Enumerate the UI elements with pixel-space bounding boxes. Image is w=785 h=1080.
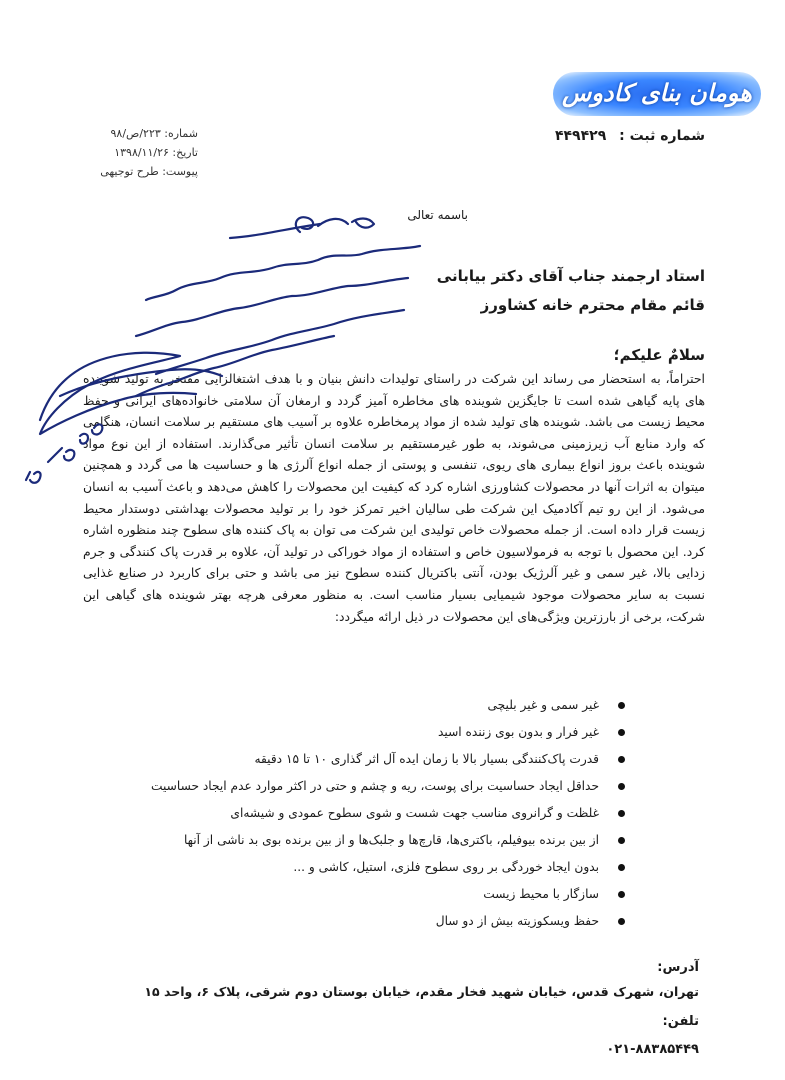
addressee [437,262,705,320]
letter-meta [58,124,198,181]
registration-value: ۴۴۹۴۲۹ [554,128,607,144]
addressee-title: قائم مقام محترم خانه کشاورز [480,296,705,314]
address-label: آدرس: [657,960,699,975]
address-value: تهران، شهرک قدس، خیابان شهید فخار مقدم، خیابان بوستان دوم شرقی، پلاک ۶، واحد ۱۵ [144,984,699,999]
letter-number: شماره: ۲۲۳/ص/۹۸ [110,127,198,140]
bullet-icon [618,756,625,763]
phone-label: تلفن: [662,1014,699,1029]
letter-date: تاریخ: ۱۳۹۸/۱۱/۲۶ [114,146,198,159]
bullet-icon [618,864,625,871]
feature-list [151,692,599,935]
list-item: غیر فرار و بدون بوی زننده اسید [159,719,599,746]
list-item: بدون ایجاد خوردگی بر روی سطوح فلزی، استیل، کاشی و ... [159,854,599,881]
letter-attachment: پیوست: طرح توجیهی [100,165,198,178]
list-item: سازگار با محیط زیست [159,881,599,908]
bullet-icon [618,891,625,898]
phone-value: ۰۲۱-۸۸۳۸۵۴۴۹ [606,1042,699,1057]
list-item: قدرت پاک‌کنندگی بسیار بالا با زمان ایده آل اثر گذاری ۱۰ تا ۱۵ دقیقه [159,746,599,773]
bullet-icon [618,702,625,709]
bullet-icon [618,918,625,925]
bullet-icon [618,729,625,736]
list-item: غیر سمی و غیر بلیچی [159,692,599,719]
basmala: باسمه تعالی [407,208,468,222]
list-item: از بین برنده بیوفیلم، باکتری‌ها، قارچ‌ها و جلبک‌ها و از بین برنده بوی بد ناشی از آنها [159,827,599,854]
registration-label: شماره ثبت : [619,128,705,144]
addressee-name: استاد ارجمند جناب آقای دکتر بیابانی [436,267,705,285]
bullet-icon [618,783,625,790]
list-item: حفظ ویسکوزیته بیش از دو سال [159,908,599,935]
list-item: غلظت و گرانروی مناسب جهت شست و شوی سطوح عمودی و شیشه‌ای [159,800,599,827]
company-logo [553,72,761,116]
company-logo-text: هومان بنای کادوس [562,78,752,107]
list-item: حداقل ایجاد حساسیت برای پوست، ریه و چشم و حتی در اکثر موارد عدم ایجاد حساسیت [159,773,599,800]
bullet-icon [618,810,625,817]
greeting: سلامٌ علیکم؛ [613,346,705,364]
registration-number [555,128,705,144]
letter-body: احتراماً، به استحضار می رساند این شرکت در راستای تولیدات دانش بنیان و با هدف اشتغالزایی مفتخر به تولید شوینده های پایه گیاهی شده است تا جایگزین شوینده های مخاطره آمیز گردد و ارمغان آن سلامتی خانواده‌های ایرانی و حفظ محیط زیست می باشد. شوینده های تولید شده از مواد پرمخاطره علاوه بر آسیب های مستقیم بر سلامت انسان، هنگامی که وارد منابع آب زیرزمینی می‌شوند، به طور غیرمستقیم بر سلامت انسان تأثیر می‌گذارند. استفاده از این نوع مواد شوینده باعث بروز انواع بیماری های ریوی، تنفسی و پوستی از جمله انواع آلرژی ها و حساسیت ها می گردد و همچنین میتوان به اثرات آنها در محصولات کشاورزی اشاره کرد که کیفیت این محصولات را کاهش می‌دهد و باعث آسیب به انسان می‌شود. از این رو تیم آکادمیک این شرکت طی سالیان اخیر تمرکز خود را بر تولید محصولات بهداشتی دوستدار محیط زیست قرار داده است. از جمله محصولات خاص تولیدی این شرکت می توان به پاک کننده های سطوح چند منظوره اشاره کرد. این محصول با توجه به فرمولاسیون خاص و استفاده از مواد خوراکی در تولید آن، علاوه بر قدرت پاک کنندگی و جرم زدایی بالا، غیر سمی و غیر آلرژیک بودن، آنتی باکتریال کننده سطوح نیز می باشد و حتی برای کاربرد در صنایع غذایی نسبت به سایر محصولات موجود شیمیایی بسیار مناسب است. به منظور معرفی هرچه بهتر شوینده های گیاهی این شرکت، برخی از بارزترین ویژگی‌های این محصولات در ذیل ارائه میگردد: [83,371,705,624]
bullet-icon [618,837,625,844]
